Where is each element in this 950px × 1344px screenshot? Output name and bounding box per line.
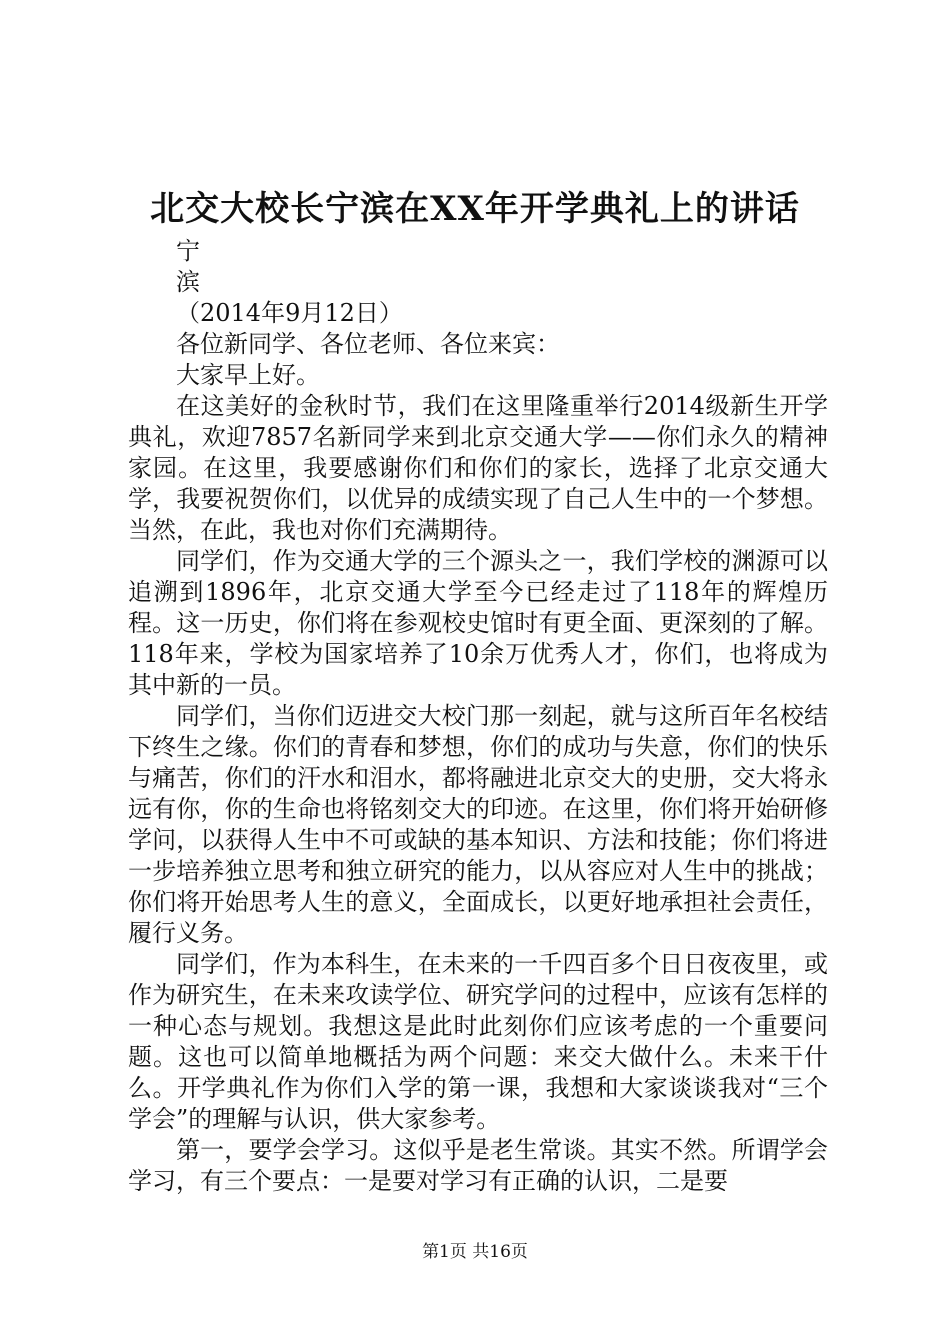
author-line-1: 宁 [176, 237, 200, 265]
paragraph: 同学们，当你们迈进交大校门那一刻起，就与这所百年名校结下终生之缘。你们的青春和梦想，你们的成功与失意，你们的快乐与痛苦，你们的汗水和泪水，都将融进北京交大的史册，交大将永远有你，你的生命也将铭刻交大的印迹。在这里，你们将开始研修学问，以获得人生中不可或缺的基本知识、方法和技能；你们将进一步培养独立思考和独立研究的能力，以从容应对人生中的挑战；你们将开始思考人生的意义，全面成长，以更好地承担社会责任，履行义务。 [128, 702, 828, 947]
document-body [128, 236, 828, 1197]
paragraph: 同学们，作为本科生，在未来的一千四百多个日日夜夜里，或作为研究生，在未来攻读学位、研究学问的过程中，应该有怎样的一种心态与规划。我想这是此时此刻你们应该考虑的一个重要问题。这也可以简单地概括为两个问题：来交大做什么。未来干什么。开学典礼作为你们入学的第一课，我想和大家谈谈我对“三个学会”的理解与认识，供大家参考。 [128, 950, 828, 1133]
paragraph: 在这美好的金秋时节，我们在这里隆重举行2014级新生开学典礼，欢迎7857名新同学来到北京交通大学——你们永久的精神家园。在这里，我要感谢你们和你们的家长，选择了北京交通大学，我要祝贺你们，以优异的成绩实现了自己人生中的一个梦想。当然，在此，我也对你们充满期待。 [128, 392, 828, 544]
morning-greeting: 大家早上好。 [176, 361, 320, 389]
author-line-2: 滨 [176, 268, 200, 296]
page-footer: 第1页 共16页 [422, 1242, 528, 1262]
speech-date: （2014年9月12日） [176, 299, 403, 327]
paragraph: 同学们，作为交通大学的三个源头之一，我们学校的渊源可以追溯到1896年，北京交通大学至今已经走过了118年的辉煌历程。这一历史，你们将在参观校史馆时有更全面、更深刻的了解。118年来，学校为国家培养了10余万优秀人才，你们，也将成为其中新的一员。 [128, 547, 828, 699]
greeting: 各位新同学、各位老师、各位来宾： [176, 330, 560, 358]
document-title: 北交大校长宁滨在XX年开学典礼上的讲话 [150, 189, 800, 229]
paragraph: 第一，要学会学习。这似乎是老生常谈。其实不然。所谓学会学习，有三个要点：一是要对学习有正确的认识，二是要 [128, 1136, 828, 1195]
